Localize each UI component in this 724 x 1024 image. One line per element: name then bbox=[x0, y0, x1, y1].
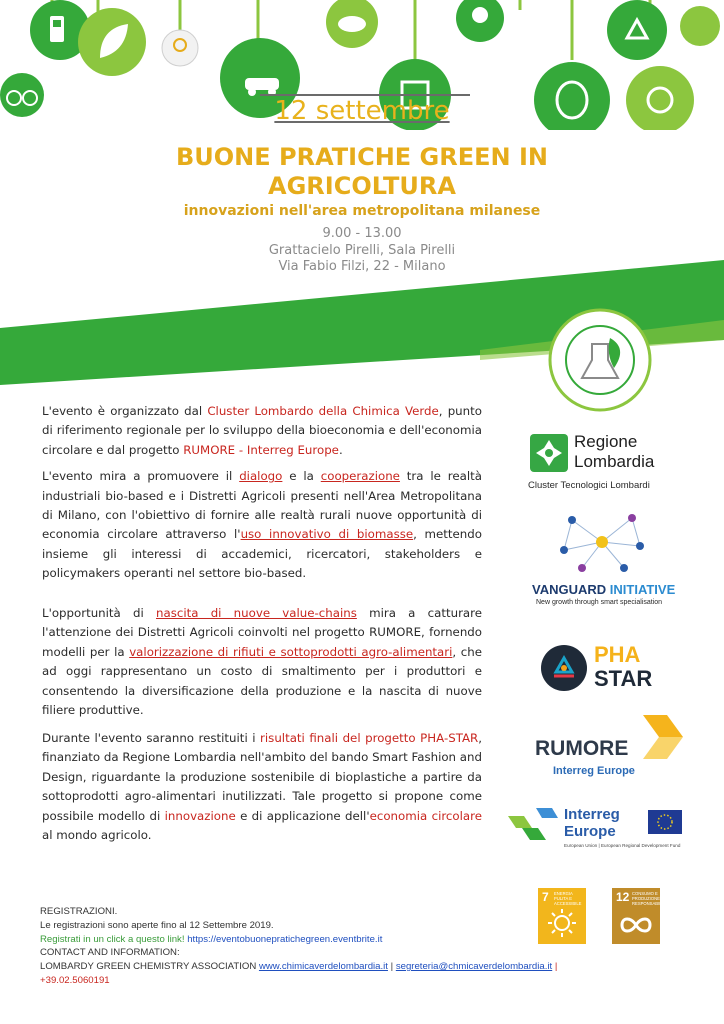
paragraph-organizer bbox=[42, 402, 482, 460]
rumore-label: RUMORE bbox=[535, 737, 629, 760]
separator: | bbox=[390, 961, 394, 973]
paragraph-pha-star bbox=[42, 729, 482, 845]
p1-text-c: , punto di riferimento regionale per lo sviluppo della bioeconomia e dell'economia circolare e dal progetto bbox=[42, 404, 482, 457]
event-address: Via Fabio Filzi, 22 - Milano bbox=[278, 259, 446, 274]
valorizzazione-highlight: valorizzazione di rifiuti e sottoprodotti agro-alimentari bbox=[129, 644, 453, 659]
eu-flag-icon bbox=[648, 810, 682, 834]
event-description bbox=[42, 402, 482, 591]
initiative-label: INITIATIVE bbox=[609, 582, 676, 597]
p2-text-e: tra le realtà industriali bio-based e i Distretti Agricoli presenti nell'Area Metropolitana di Milano, con l'obiettivo di fornire alle realtà rurali nuove opportunità di economia circolare attraverso l' bbox=[42, 469, 482, 542]
innovazione-highlight: innovazione bbox=[164, 808, 236, 823]
registrazioni-heading: REGISTRAZIONI. bbox=[40, 906, 118, 917]
regione-lombardia-cross-icon bbox=[530, 434, 568, 472]
sdg-12-tile bbox=[612, 888, 663, 944]
association-name: LOMBARDY GREEN CHEMISTRY ASSOCIATION bbox=[40, 961, 257, 973]
vanguard-wordmark bbox=[532, 582, 675, 597]
cluster-tecnologici-caption: Cluster Tecnologici Lombardi bbox=[528, 480, 650, 491]
p4-text-e: e di applicazione dell' bbox=[235, 808, 370, 823]
event-date: 12 settembre bbox=[274, 96, 450, 126]
rumore-interreg-caption: Interreg Europe bbox=[553, 765, 635, 777]
vanguard-label: VANGUARD bbox=[532, 582, 607, 597]
registration-link-row bbox=[40, 933, 580, 947]
value-chains-highlight: nascita di nuove value-chains bbox=[156, 606, 357, 620]
dialogo-highlight: dialogo bbox=[239, 469, 283, 484]
p2-text-a: L'evento mira a promuovere il bbox=[42, 469, 240, 484]
p1-text-e: . bbox=[338, 442, 343, 457]
registration-cta: Registrati in un click a questo link! bbox=[40, 933, 185, 945]
europe-label: Europe bbox=[564, 823, 616, 840]
pha-label: PHA bbox=[594, 642, 641, 667]
vanguard-caption: New growth through smart specialisation bbox=[536, 599, 663, 606]
interreg-europe-logo bbox=[508, 806, 698, 856]
phone-number: | +39.02.5060191 bbox=[40, 961, 558, 986]
vanguard-initiative-logo bbox=[528, 510, 688, 610]
p3-text-a: L'opportunità di bbox=[42, 606, 156, 620]
p4-text-c: , finanziato da Regione Lombardia nell'ambito del bando Smart Fashion and Design, riguardante la produzione sostenibile di bioplastiche a partire da sottoprodotti agro-alimentari inutilizzati. Tale progetto si propone come possibile modello di bbox=[42, 731, 483, 823]
value-chains-paragraph bbox=[42, 604, 482, 727]
event-subtitle: innovazioni nell'area metropolitana milanese bbox=[183, 203, 541, 219]
infinity-icon bbox=[619, 914, 653, 936]
email-link[interactable]: segreteria@chmicaverdelombardia.it bbox=[395, 961, 553, 973]
star-label: STAR bbox=[594, 666, 653, 691]
registration-footer bbox=[40, 905, 580, 988]
p1-text-a: L'evento è organizzato dal bbox=[42, 404, 208, 418]
biomasse-highlight: uso innovativo di biomasse bbox=[240, 527, 414, 542]
registration-deadline: Le registrazioni sono aperte fino al 12 Settembre 2019. bbox=[40, 919, 274, 931]
economia-circolare-highlight: economia circolare bbox=[369, 808, 482, 823]
paragraph-goal bbox=[42, 467, 482, 583]
interreg-shapes-icon bbox=[508, 806, 558, 848]
pha-star-highlight: risultati finali del progetto PHA-STAR bbox=[260, 731, 479, 745]
sdg-7-number: 7 bbox=[542, 890, 549, 904]
green-chemistry-association-logo bbox=[548, 308, 652, 412]
cooperazione-highlight: cooperazione bbox=[320, 469, 400, 484]
regione-label: Regione bbox=[574, 432, 638, 451]
sdg-12-number: 12 bbox=[616, 890, 630, 904]
contact-row bbox=[40, 960, 580, 988]
event-title-line1: BUONE PRATICHE GREEN IN bbox=[176, 143, 548, 171]
p4-text-g: al mondo agricolo. bbox=[42, 828, 152, 843]
p2-text-c: e la bbox=[282, 469, 321, 484]
lombardia-label: Lombardia bbox=[574, 452, 655, 471]
rumore-chevron-icon bbox=[643, 715, 683, 759]
interreg-caption: European Union | European Regional Development Fund bbox=[564, 843, 681, 848]
sdg-7-label: ENERGIA PULITA E ACCESSIBILE bbox=[554, 891, 582, 906]
network-icon bbox=[552, 510, 652, 574]
recycle-badge-icon bbox=[540, 644, 588, 692]
event-title-line2: AGRICOLTURA bbox=[268, 172, 456, 200]
contact-heading: CONTACT AND INFORMATION: bbox=[40, 947, 180, 959]
pha-star-paragraph bbox=[42, 729, 482, 852]
interreg-label: Interreg bbox=[564, 806, 620, 823]
website-link[interactable]: www.chimicaverdelombardia.it bbox=[258, 961, 388, 973]
p3-text-c: mira a catturare l'attenzione dei Distretti Agricoli coinvolti nel progetto RUMORE, fornendo modelli per la bbox=[42, 606, 483, 659]
paragraph-value-chains bbox=[42, 604, 482, 720]
cluster-highlight: Cluster Lombardo della Chimica Verde bbox=[207, 404, 439, 418]
rumore-highlight: RUMORE - Interreg Europe bbox=[183, 442, 339, 457]
pha-star-logo bbox=[540, 640, 690, 700]
p4-text-a: Durante l'evento saranno restituiti i bbox=[42, 731, 261, 745]
regione-lombardia-logo bbox=[528, 428, 688, 498]
eventbrite-link[interactable]: https://eventobuonepratichegreen.eventbrite.it bbox=[187, 933, 383, 945]
p2-text-g: , mettendo insieme gli interessi di accademici, ricercatori, stakeholders e policymakers operanti nel settore bio-based. bbox=[42, 527, 482, 581]
rumore-logo bbox=[535, 715, 695, 785]
p3-text-e: , che ad oggi rappresentano un costo di smaltimento per i produttori e consentendo la diversificazione della produzione e la nascita di nuove filiere produttive. bbox=[42, 644, 482, 718]
event-venue: Grattacielo Pirelli, Sala Pirelli bbox=[268, 243, 456, 258]
event-time: 9.00 - 13.00 bbox=[322, 226, 402, 241]
sdg-12-label: CONSUMO E PRODUZIONE RESPONSABILI bbox=[632, 891, 663, 906]
